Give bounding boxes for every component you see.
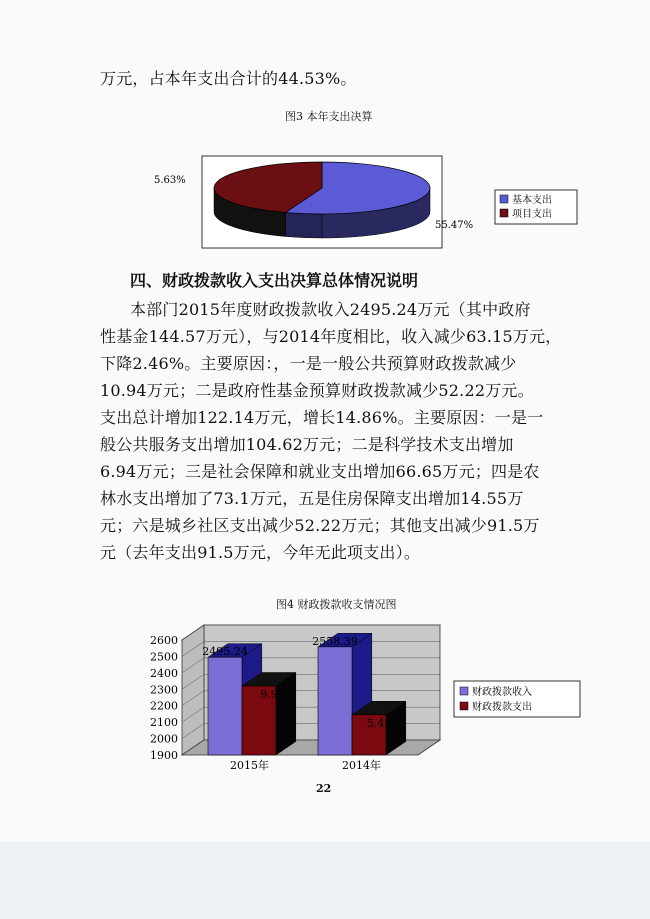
bar-legend-swatch-income <box>460 687 468 695</box>
page-number: 22 <box>316 782 332 795</box>
bar-legend-label-expense: 财政拨款支出 <box>472 702 532 713</box>
pie-chart-caption: 图3 本年支出决算 <box>285 110 373 123</box>
paragraph-line: 6.94万元；三是社会保障和就业支出增加66.65万元；四是农 <box>100 462 540 481</box>
pie-legend-label-project: 项目支出 <box>512 209 552 220</box>
bar-expense-0-side <box>276 673 296 756</box>
bar-income-0-value-label: 2495.24 <box>202 645 248 659</box>
bar-y-tick-label: 2400 <box>150 666 178 680</box>
paragraph-line: 林水支出增加了73.1万元，五是住房保障支出增加14.55万 <box>100 489 524 508</box>
bottom-margin-band <box>0 842 650 919</box>
bar-chart-side-wall <box>182 625 204 755</box>
bar-y-tick-label: 2300 <box>150 683 178 697</box>
pie-label-project: 5.63% <box>154 175 186 186</box>
paragraph-line: 元；六是城乡社区支出减少52.22万元；其他支出减少91.5万 <box>100 516 540 535</box>
bar-chart <box>140 615 600 775</box>
paragraph-line: 10.94万元；二是政府性基金预算财政拨款减少52.22万元。 <box>100 381 534 400</box>
paragraph-line: 般公共服务支出增加104.62万元；二是科学技术支出增加 <box>100 435 514 454</box>
paragraph-line: 支出总计增加122.14万元，增长14.86%。主要原因：一是一 <box>100 408 544 427</box>
bar-y-tick-label: 2000 <box>150 732 178 746</box>
bar-income-1 <box>318 647 352 755</box>
pie-chart <box>150 150 590 260</box>
pie-side-basic-front <box>286 212 322 238</box>
bar-y-tick-label: 2500 <box>150 650 178 664</box>
bar-expense-1-value-label: 5.45 <box>366 716 392 730</box>
bar-legend-swatch-expense <box>460 702 468 710</box>
bar-expense-0-value-label: 9.9 <box>260 688 278 701</box>
bar-legend-label-income: 财政拨款收入 <box>472 687 532 698</box>
bar-chart-caption: 图4 财政拨款收支情况图 <box>276 598 397 611</box>
bar-income-1-value-label: 2558.39 <box>312 634 358 648</box>
pie-legend-label-basic: 基本支出 <box>512 195 552 206</box>
top-text-line: 万元，占本年支出合计的44.53%。 <box>100 69 357 88</box>
paragraph-line: 元（去年支出91.5万元，今年无此项支出）。 <box>100 543 421 562</box>
section-heading: 四、财政拨款收入支出决算总体情况说明 <box>130 271 419 290</box>
paragraph-line: 性基金144.57万元），与2014年度相比，收入减少63.15万元， <box>100 327 562 346</box>
paragraph-line: 下降2.46%。主要原因：，一是一般公共预算财政拨款减少 <box>100 354 517 373</box>
pie-legend-swatch-basic <box>500 195 508 203</box>
paragraph-line: 本部门2015年度财政拨款收入2495.24万元（其中政府 <box>130 300 531 319</box>
bar-y-tick-label: 2200 <box>150 699 178 713</box>
bar-category-label-2014: 2014年 <box>342 759 381 772</box>
bar-y-tick-label: 1900 <box>150 749 178 762</box>
pie-label-basic: 55.47% <box>435 220 474 231</box>
bar-y-tick-label: 2100 <box>150 716 178 730</box>
bar-category-label-2015: 2015年 <box>230 759 269 772</box>
pie-legend-swatch-project <box>500 209 508 217</box>
bar-income-0 <box>208 657 242 755</box>
bar-y-tick-label: 2600 <box>150 634 178 647</box>
